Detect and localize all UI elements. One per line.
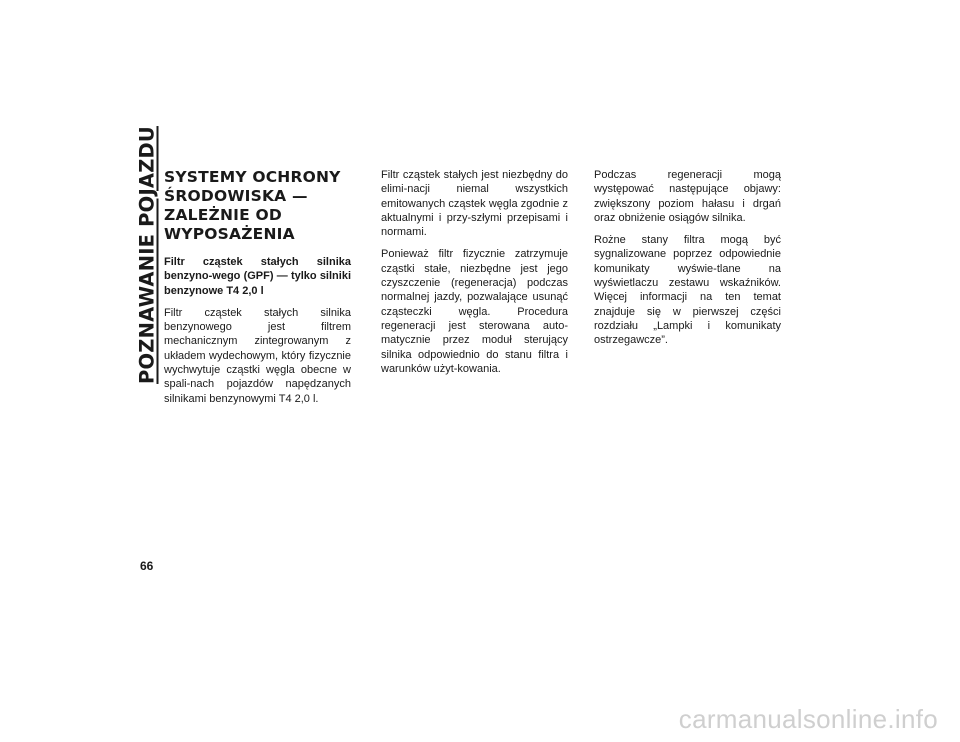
section-side-tab [132,126,162,384]
section-title-vertical: POZNAWANIE POJAZDU [135,126,159,384]
subsection-heading: Filtr cząstek stałych silnika benzyno-wego (GPF) — tylko silniki benzynowe T4 2,0 l [164,256,351,297]
column-1 [164,168,351,414]
paragraph: Ponieważ filtr fizycznie zatrzymuje cząstki stałe, niezbędne jest jego czyszczenie (regeneracja) podczas normalnej jazdy, pozwalające usunąć cząsteczki węgla. Procedura regeneracji jest sterowana auto-matycznie przez moduł sterujący silnika odpowiednio do stanu filtra i warunków użyt-kowania. [381,248,568,375]
section-heading: SYSTEMY OCHRONY ŚRODOWISKA — ZALEŻNIE OD WYPOSAŻENIA [164,168,341,243]
column-3 [594,168,781,356]
paragraph: Filtr cząstek stałych silnika benzynowego jest filtrem mechanicznym zintegrowanym z układem wydechowym, który fizycznie wychwytuje cząstki węgla obecne w spali-nach pojazdów napędzanych silnikami benzynowymi T4 2,0 l. [164,306,351,405]
paragraph: Filtr cząstek stałych jest niezbędny do elimi-nacji niemal wszystkich emitowanych cząstek węgla zgodnie z aktualnymi i przy-szłymi przepisami i normami. [381,169,568,239]
column-2 [381,168,568,384]
page-number: 66 [140,559,154,573]
watermark: carmanualsonline.info [678,704,938,734]
paragraph: Podczas regeneracji mogą występować następujące objawy: zwiększony poziom hałasu i drgań oraz obniżenie osiągów silnika. [594,169,781,224]
paragraph: Rożne stany filtra mogą być sygnalizowane poprzez odpowiednie komunikaty wyświe-tlane na wyświetlaczu zestawu wskaźników. Więcej informacji na ten temat znajduje się w pierwszej części rozdziału „Lampki i komunikaty ostrzegawcze”. [594,234,781,347]
